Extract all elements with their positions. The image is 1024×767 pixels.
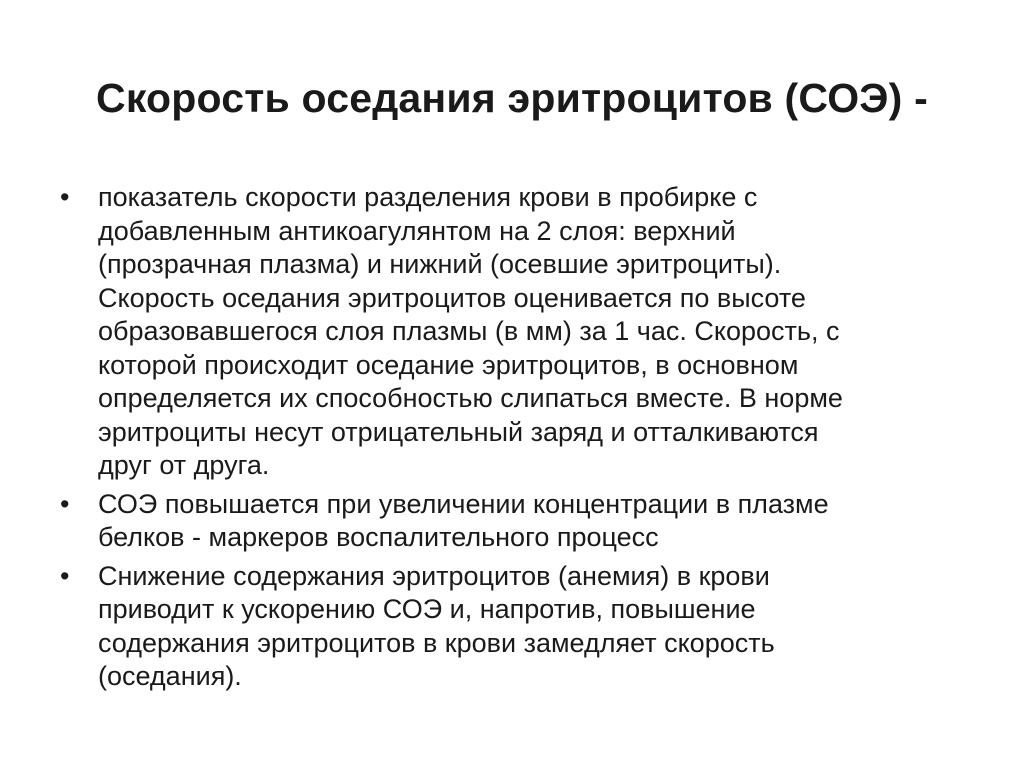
slide-title: Скорость оседания эритроцитов (СОЭ) - [96, 75, 928, 121]
text-line: добавленным антикоагулянтом на 2 слоя: верхний [98, 215, 736, 246]
bullet-text [98, 488, 960, 555]
bullet-dot-icon: • [60, 182, 70, 212]
text-line: определяется их способностью слипаться вместе. В норме [98, 383, 843, 413]
bullet-text [98, 181, 960, 483]
text-line: содержания эритроцитов в крови замедляет скорость [98, 627, 775, 658]
text-line: приводит к ускорению СОЭ и, напротив, повышение [98, 594, 756, 624]
text-line: Скорость оседания эритроцитов оценивается по высоте [98, 282, 806, 313]
bullet-dot-icon: • [60, 488, 70, 519]
text-line: которой происходит оседание эритроцитов, в основном [98, 349, 799, 380]
bullet-item [60, 560, 960, 694]
text-line: показатель скорости разделения крови в пробирке с [98, 182, 758, 212]
text-line: СОЭ повышается при увеличении концентрации в плазме [98, 488, 829, 519]
text-line: белков - маркеров воспалительного процесс [98, 522, 659, 552]
text-line: эритроциты несут отрицательный заряд и отталкиваются [98, 416, 819, 447]
bullet-list [60, 181, 960, 699]
text-line: Снижение содержания эритроцитов (анемия) в крови [98, 560, 770, 591]
bullet-dot-icon: • [60, 560, 70, 591]
text-line: (оседания). [98, 661, 242, 691]
bullet-text [98, 560, 960, 694]
text-line: друг от друга. [98, 450, 270, 480]
bullet-item [60, 181, 960, 483]
text-line: (прозрачная плазма) и нижний (осевшие эритроциты). [98, 249, 782, 279]
bullet-item [60, 488, 960, 555]
text-line: образовавшегося слоя плазмы (в мм) за 1 час. Скорость, с [98, 316, 840, 346]
